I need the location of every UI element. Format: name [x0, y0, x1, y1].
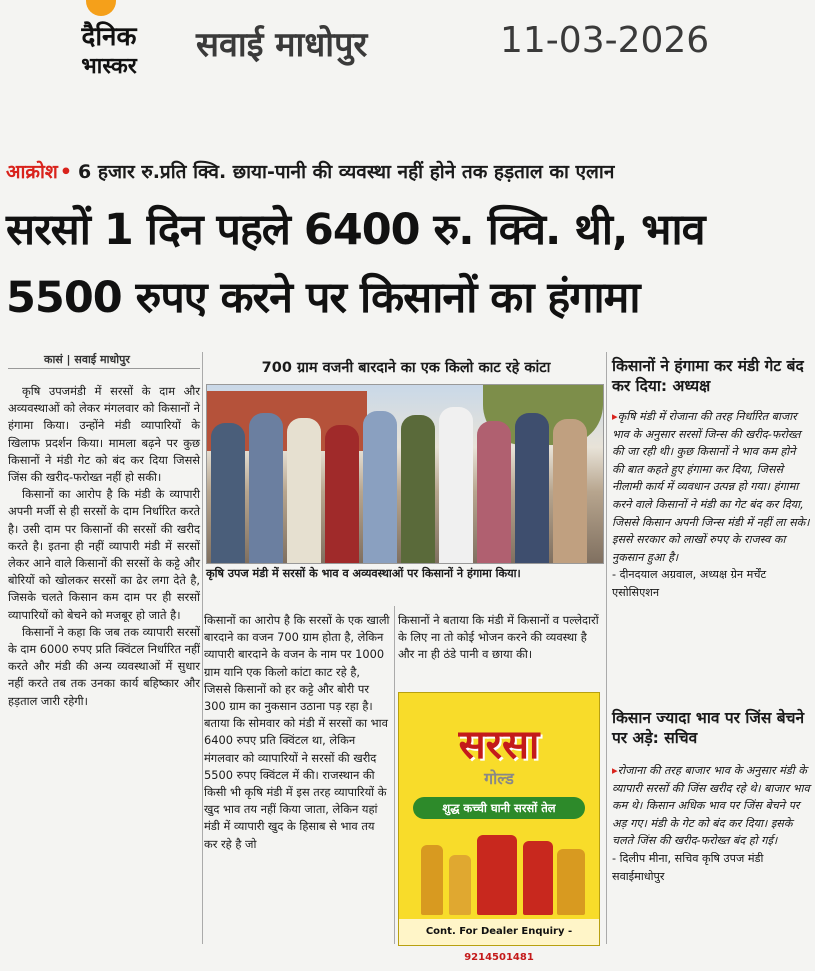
divider [606, 352, 607, 944]
story-column-3: किसानों ने बताया कि मंडी में किसानों व पल्लेदारों के लिए ना तो कोई भोजन करने की व्यवस्था है और ना ही ठंडे पानी व छाया की। [398, 613, 599, 662]
paragraph: किसानों ने कहा कि जब तक व्यापारी सरसों के दाम 6000 रुपए प्रति क्विंटल निर्धारित नहीं करते और मंडी की अन्य व्यवस्थाओं में सुधार नहीं करते तब तक उनका कार्य बहिष्कार और हड़ताल जारी रहेगी। [8, 624, 201, 708]
photo-headline: 700 ग्राम वजनी बारदाने का एक किलो काट रहे कांटा [261, 360, 551, 376]
newspaper-logo [52, 22, 166, 102]
divider [394, 606, 395, 944]
headline-line1: सरसों 1 दिन पहले 6400 रु. क्वि. थी, भाव [6, 205, 705, 255]
oil-can-icon [477, 835, 517, 915]
story-column-2: किसानों का आरोप है कि सरसों के एक खाली बारदाने का वजन 700 ग्राम होता है, लेकिन व्यापारी बारदाने के वजन के नाम पर 1000 ग्राम यानि एक किलो कांटा काट रहे है, जिससे किसानों को हर कट्टे और बोरी पर 300 ग्राम का नुकसान उठाना पड़ रहा है। बताया कि सोमवार को मंडी में सरसों का भाव 6400 रुपए प्रति क्विंटल था, लेकिन मंगलवार को व्यापारियों ने सरसों की खरीद 5500 रुपए क्विंटल में की। राजस्थान की किसी भी कृषि मंडी में इस तरह व्यापारियों के खुद भाव तय नहीं किया जाता, लेकिन यहां मंडी में व्यापारी खुद के हिसाब से भाव तय कर रहे है जो [204, 613, 390, 851]
marker-icon: ▸ [612, 764, 618, 777]
paragraph: कृषि उपजमंडी में सरसों के दाम और अव्यवस्थाओं को लेकर मंगलवार को किसानों ने हंगामा किया। उन्होंने मंडी व्यापारियों के खिलाफ प्रदर्शन किया। मामला बढ़ने पर कुछ किसानों ने मंडी गेट को बंद कर दिया जिससे जिंस की खरीद-फरोख्त नहीं हो सकी। [8, 384, 200, 485]
byline: कासं | सवाई माधोपुर [44, 353, 130, 366]
edition-city: सवाई माधोपुर [196, 25, 368, 65]
ad-contact: Cont. For Dealer Enquiry - 9214501481 [399, 919, 599, 945]
paragraph: किसानों का आरोप है कि मंडी के व्यापारी अपनी मर्जी से ही सरसों के दाम निर्धारित करते है। उसी दाम पर किसानों की सरसों की खरीद करते है। इतना ही नहीं व्यापारी मंडी में सरसों लेकर आने वाले किसानों की सरसों के कट्टे और बोरियों को खोलकर सरसों का ढेर लगा देते है, जिसके चलते किसान कम दाम पर ही सरसों व्यापारियों को बेचने को मजबूर हो जाते है। [8, 487, 200, 622]
sidebar-body-secretary: ▸रोजाना की तरह बाजार भाव के अनुसार मंडी के व्यापारी सरसों की जिंस खरीद रहे थे। बाजार भाव कम थे। किसान अधिक भाव पर जिंस बेचने पर अड़ गए। मंडी के गेट को बंद कर दिया। इसके चलते जिंस की खरीद-फरोख्त बंद हो गई। - दिलीप मीना, सचिव कृषि उपज मंडी सवाईमाधोपुर [612, 762, 810, 885]
edition-date: 11-03-2026 [500, 20, 710, 61]
attribution: - दिलीप मीना, सचिव कृषि उपज मंडी सवाईमाधोपुर [612, 851, 764, 883]
photo-caption: कृषि उपज मंडी में सरसों के भाव व अव्यवस्थाओं पर किसानों ने हंगामा किया। [206, 567, 521, 580]
divider [8, 368, 200, 369]
divider [202, 352, 203, 944]
oil-bottle-icon [421, 845, 443, 915]
logo-sun-icon [86, 0, 116, 16]
ad-subbrand: गोल्ड [484, 769, 514, 788]
logo-line1: दैनिक [81, 22, 137, 52]
oil-bottle-icon [449, 855, 471, 915]
logo-line2: भास्कर [81, 53, 137, 79]
sidebar-heading-secretary: किसान ज्यादा भाव पर जिंस बेचने पर अड़े: सचिव [612, 709, 805, 747]
headline-line2: 5500 रुपए करने पर किसानों का हंगामा [6, 273, 640, 323]
ad-tagline: शुद्ध कच्ची घानी सरसों तेल [413, 797, 585, 819]
kicker-label: आक्रोश [6, 161, 58, 183]
oil-bottle-icon [557, 849, 585, 915]
marker-icon: ▸ [612, 410, 618, 423]
story-column-1 [8, 383, 200, 710]
kicker-line [6, 158, 811, 184]
ad-phone-number: 9214501481 [464, 952, 534, 963]
attribution: - दीनदयाल अग्रवाल, अध्यक्ष ग्रेन मर्चेंट एसोसिएशन [612, 568, 767, 599]
sidebar-heading-president: किसानों ने हंगामा कर मंडी गेट बंद कर दिया: अध्यक्ष [612, 357, 804, 395]
kicker-text: 6 हजार रु.प्रति क्वि. छाया-पानी की व्यवस्था नहीं होने तक हड़ताल का एलान [78, 161, 615, 183]
sidebar-body-president: ▸कृषि मंडी में रोजाना की तरह निर्धारित बाजार भाव के अनुसार सरसों जिन्स की खरीद-फरोख्त की जा रही थी। कुछ किसानों ने भाव कम होने की बात कहते हुए हंगामा कर दिया, जिससे नीलामी कार्य में व्यवधान उत्पन्न हो गया। हंगामा करने वाले किसानों ने मंडी का गेट बंद कर दिया, जिससे किसान अपनी जिन्स मंडी में नहीं ला सके। इससे सरकार को लाखों रुपए के राजस्व का नुकसान हुआ है। - दीनदयाल अग्रवाल, अध्यक्ष ग्रेन मर्चेंट एसोसिएशन [612, 408, 810, 602]
bullet-icon: • [59, 161, 73, 183]
advertisement [398, 692, 600, 963]
oil-can-icon [523, 841, 553, 915]
ad-brand: सरसा [458, 721, 540, 768]
news-photo [206, 384, 604, 564]
